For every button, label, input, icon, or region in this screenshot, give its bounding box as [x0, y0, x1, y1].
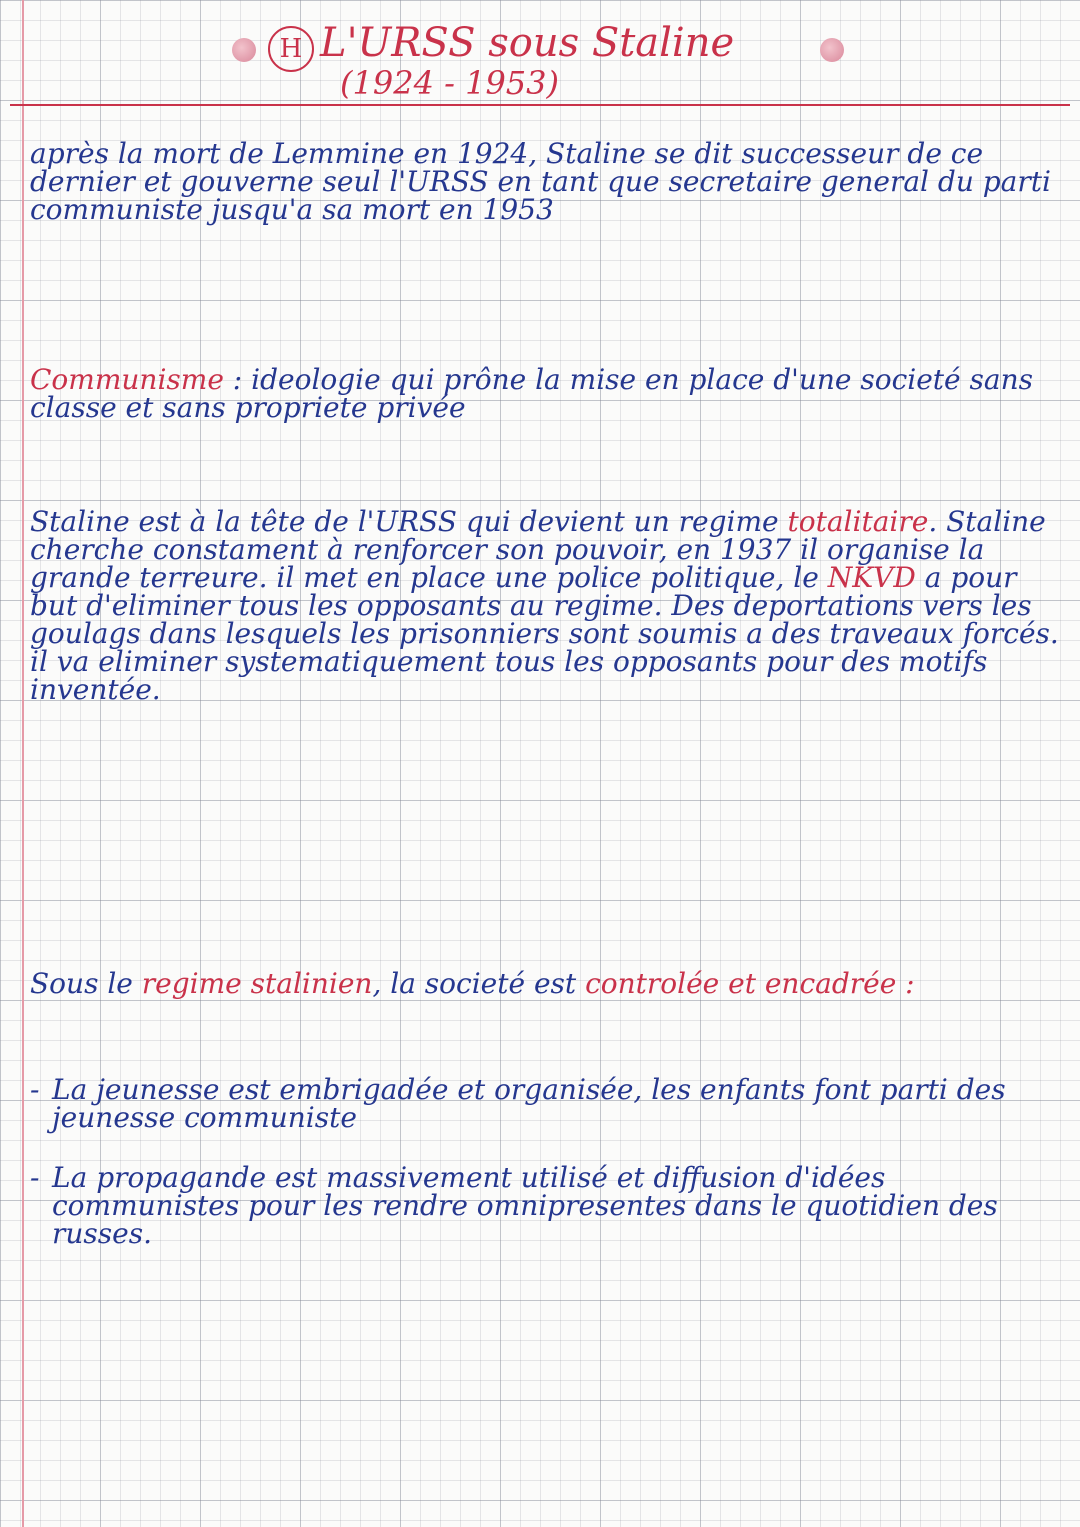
definition-text: ideologie qui prône la mise en place d'une societé sans classe et sans propriete privée: [30, 363, 1042, 424]
history-badge: H: [268, 26, 314, 72]
society-highlight: regime stalinien: [141, 967, 373, 1000]
title-underline: [10, 104, 1070, 106]
definition-paragraph: [30, 363, 1065, 424]
punch-hole-left: [232, 38, 256, 62]
society-text-2: , la societé est: [372, 967, 586, 1000]
regime-highlight-totalitaire: totalitaire: [787, 505, 929, 538]
page-title: L'URSS sous Staline: [320, 20, 735, 66]
punch-hole-right: [820, 38, 844, 62]
regime-highlight-nkvd: NKVD: [827, 561, 916, 594]
margin-line: [22, 0, 24, 1527]
list-item: - La jeunesse est embrigadée et organisée, les enfants font parti des jeunesse communiste: [30, 1073, 1006, 1134]
intro-paragraph: après la mort de Lemmine en 1924, Staline se dit successeur de ce dernier et gouverne seul l'URSS en tant que secretaire general du parti communiste jusqu'a sa mort en 1953: [30, 137, 1060, 226]
society-bullet-list: [30, 1073, 1065, 1280]
regime-text-1: Staline est à la tête de l'URSS qui devient un regime: [30, 505, 788, 538]
list-item: - La propagande est massivement utilisé et diffusion d'idées communistes pour les rendre omnipresentes dans le quotidien des russes.: [30, 1161, 998, 1250]
page-dates: (1924 - 1953): [340, 64, 559, 102]
bullet-text-jeunesse: La jeunesse est embrigadée et organisée, les enfants font parti des jeunesse communiste: [52, 1073, 1006, 1134]
regime-text-2: . Staline cherche constament à renforcer son pouvoir, en 1937 il organise la grande terreure. il met en place une police politique, le: [30, 505, 1055, 594]
definition-separator: :: [223, 363, 252, 396]
regime-text-3: a pour but d'eliminer tous les opposants au regime. Des deportations vers les goulags dans lesquels les prisonniers sont soumis a des traveaux forcés. il va eliminer systematiquement tous les opposants pour des motifs inventée.: [30, 561, 1068, 706]
society-red-text: controlée et encadrée :: [585, 967, 915, 1000]
society-paragraph: [30, 967, 1065, 1000]
regime-paragraph: [30, 505, 1068, 706]
definition-term: Communisme: [30, 363, 224, 396]
bullet-text-propagande: La propagande est massivement utilisé et diffusion d'idées communistes pour les rendre omnipresentes dans le quotidien des russes.: [52, 1161, 998, 1250]
society-text-1: Sous le: [30, 967, 142, 1000]
